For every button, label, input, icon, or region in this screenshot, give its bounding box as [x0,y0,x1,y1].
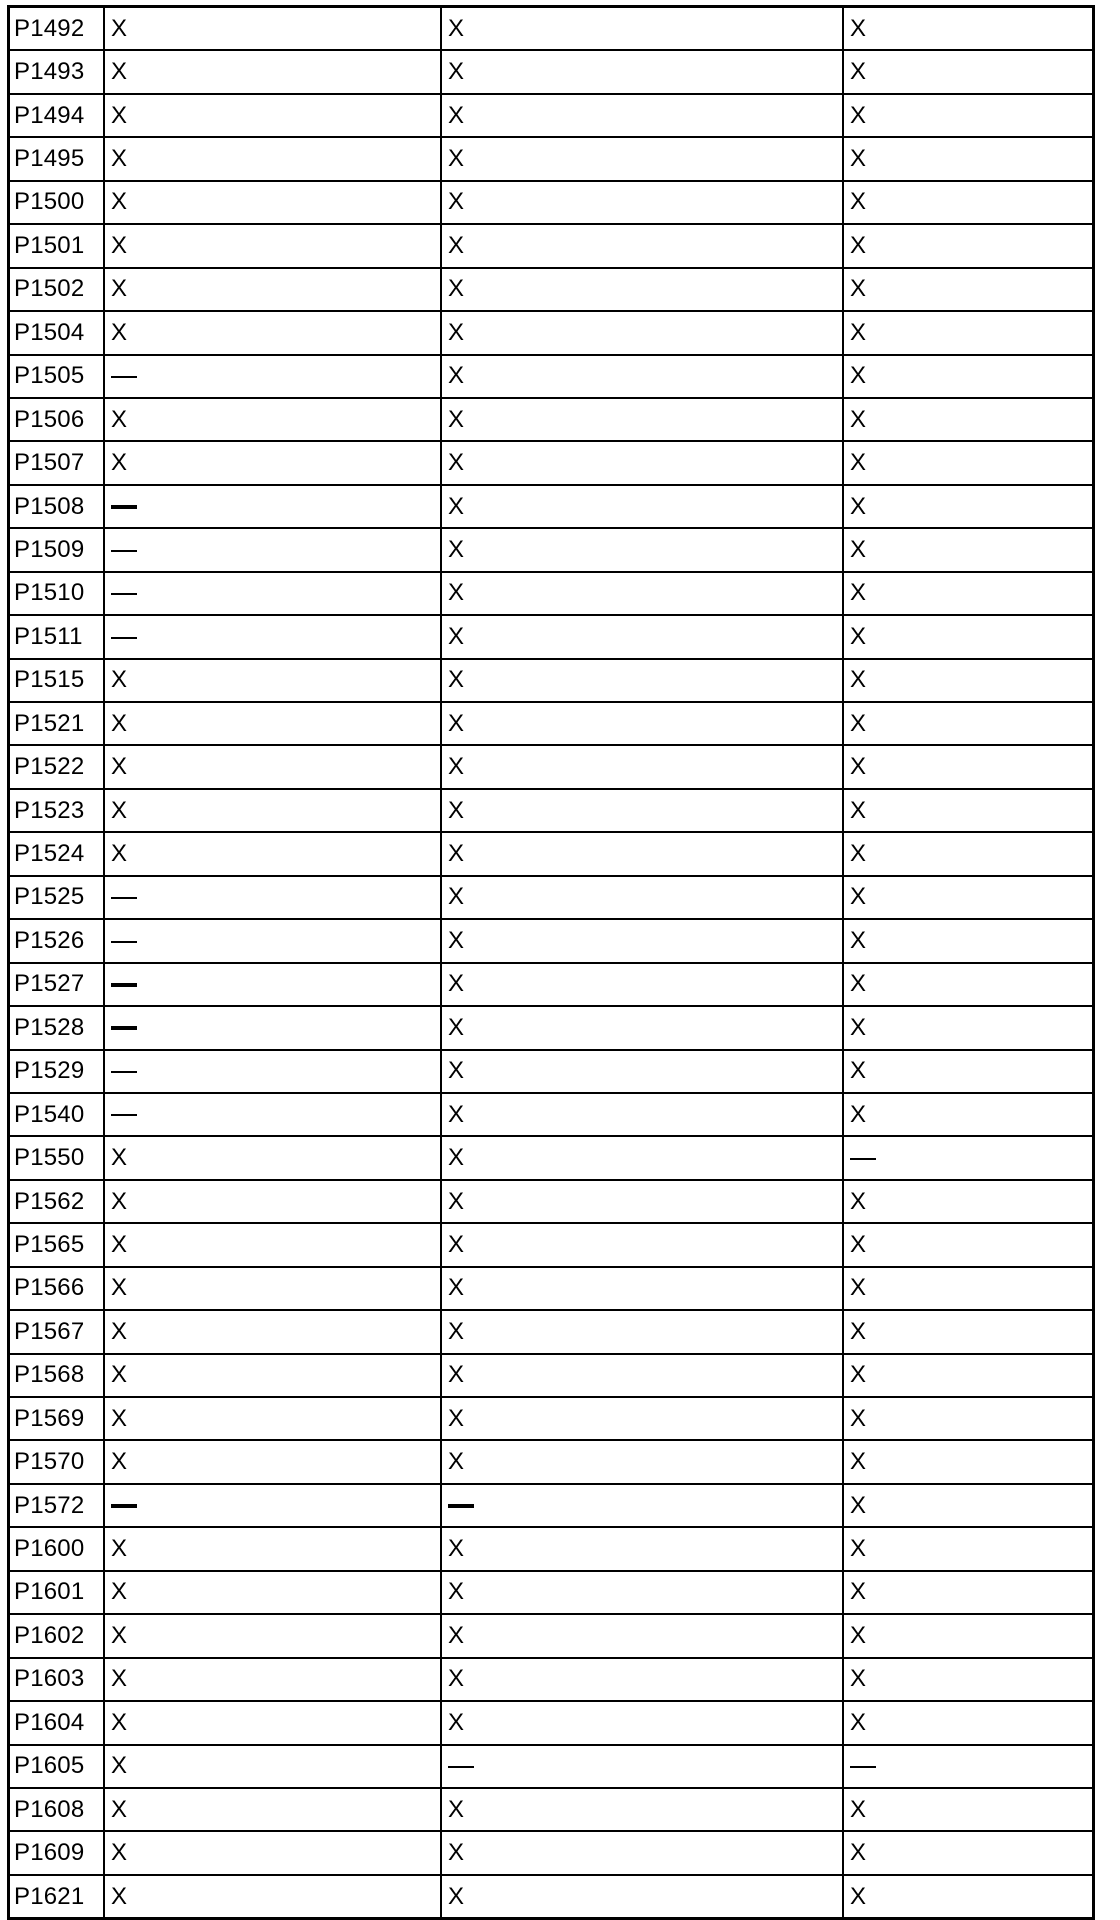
applicability-cell: X [441,441,843,484]
applicability-cell: X [441,876,843,919]
applicability-cell: X [441,528,843,571]
applicability-cell: X [441,1136,843,1179]
dtc-code-cell: P1504 [10,311,104,354]
dash-mark [111,983,137,987]
applicability-cell: X [843,1223,1092,1266]
dtc-code-cell: P1621 [10,1875,104,1917]
table-row [10,355,1092,398]
applicability-cell: X [441,1788,843,1831]
dtc-code-cell: P1500 [10,181,104,224]
dtc-code-cell: P1523 [10,789,104,832]
applicability-cell: X [104,1701,441,1744]
table-row [10,919,1092,962]
dash-mark [111,376,137,378]
dtc-code-cell: P1605 [10,1745,104,1788]
applicability-cell: X [104,1267,441,1310]
applicability-cell: X [104,789,441,832]
dtc-code-cell: P1566 [10,1267,104,1310]
table-row [10,1831,1092,1874]
applicability-cell: X [441,1310,843,1353]
dtc-code-cell: P1508 [10,485,104,528]
applicability-cell: X [104,1658,441,1701]
applicability-cell: X [441,355,843,398]
applicability-cell: X [843,441,1092,484]
dtc-code-cell: P1570 [10,1440,104,1483]
table-row [10,1267,1092,1310]
applicability-cell: X [843,1006,1092,1049]
applicability-cell: X [441,963,843,1006]
applicability-cell: X [104,1310,441,1353]
dtc-code-cell: P1572 [10,1484,104,1527]
table-row [10,8,1092,50]
applicability-cell: X [843,1050,1092,1093]
applicability-cell: X [441,94,843,137]
table-row [10,1658,1092,1701]
dtc-code-cell: P1506 [10,398,104,441]
applicability-cell: X [843,1701,1092,1744]
dash-mark [448,1504,474,1508]
dtc-code-cell: P1493 [10,50,104,93]
dash-mark [111,1114,137,1116]
dtc-code-cell: P1540 [10,1093,104,1136]
dtc-code-cell: P1528 [10,1006,104,1049]
applicability-cell: X [104,745,441,788]
dtc-code-cell: P1526 [10,919,104,962]
applicability-cell: X [843,1180,1092,1223]
dtc-table [10,8,1092,1917]
applicability-cell: X [441,1875,843,1917]
applicability-cell: X [843,1093,1092,1136]
applicability-cell: X [843,137,1092,180]
applicability-cell: X [441,1614,843,1657]
table-row [10,789,1092,832]
applicability-cell: X [104,1223,441,1266]
applicability-cell: X [441,832,843,875]
not-applicable-cell [104,1050,441,1093]
dtc-code-cell: P1509 [10,528,104,571]
applicability-cell: X [104,50,441,93]
table-row [10,1701,1092,1744]
dtc-code-cell: P1522 [10,745,104,788]
applicability-cell: X [441,1223,843,1266]
dtc-table-body [10,8,1092,1917]
dtc-code-cell: P1505 [10,355,104,398]
table-row [10,1484,1092,1527]
applicability-cell: X [850,1882,867,1910]
applicability-cell: X [104,311,441,354]
dtc-code-cell: P1501 [10,224,104,267]
applicability-cell: X [441,181,843,224]
dtc-code-cell: P1565 [10,1223,104,1266]
not-applicable-cell [441,1745,843,1788]
applicability-cell: X [441,615,843,658]
not-applicable-cell [104,355,441,398]
applicability-cell: X [843,1354,1092,1397]
applicability-cell: X [843,789,1092,832]
applicability-cell: X [843,963,1092,1006]
applicability-cell: X [104,1745,441,1788]
table-row [10,398,1092,441]
applicability-cell: X [441,1180,843,1223]
table-row [10,224,1092,267]
applicability-cell: X [843,398,1092,441]
table-row [10,1614,1092,1657]
dtc-code-cell: P1603 [10,1658,104,1701]
applicability-cell: X [843,528,1092,571]
not-applicable-cell [104,876,441,919]
applicability-cell: X [441,1831,843,1874]
applicability-cell: X [104,659,441,702]
dash-mark [850,1158,876,1160]
table-row [10,1310,1092,1353]
dash-mark [111,1071,137,1073]
dtc-table-frame [7,5,1095,1920]
dtc-code-cell: P1515 [10,659,104,702]
applicability-cell: X [843,355,1092,398]
applicability-cell: X [104,1397,441,1440]
dtc-code-cell: P1492 [10,8,104,50]
applicability-cell: X [441,659,843,702]
applicability-cell: X [843,1267,1092,1310]
applicability-cell: X [843,94,1092,137]
dtc-code-cell: P1529 [10,1050,104,1093]
table-row [10,485,1092,528]
applicability-cell: X [843,615,1092,658]
dtc-code-cell: P1604 [10,1701,104,1744]
table-row [10,181,1092,224]
table-row [10,1180,1092,1223]
applicability-cell: X [843,1397,1092,1440]
applicability-cell: X [441,745,843,788]
applicability-cell: X [441,268,843,311]
applicability-cell: X [441,1093,843,1136]
table-row [10,1788,1092,1831]
table-row [10,1093,1092,1136]
table-row [10,1440,1092,1483]
applicability-cell: X [104,1180,441,1223]
dtc-code-cell: P1521 [10,702,104,745]
applicability-cell: X [441,398,843,441]
applicability-cell: X [441,311,843,354]
not-applicable-cell [104,1093,441,1136]
applicability-cell: X [104,1614,441,1657]
applicability-cell: X [843,1440,1092,1483]
applicability-cell: X [843,702,1092,745]
table-row [10,1527,1092,1570]
applicability-cell: X [104,441,441,484]
applicability-cell: X [843,181,1092,224]
applicability-cell: X [843,485,1092,528]
dtc-code-cell: P1602 [10,1614,104,1657]
applicability-cell: X [441,137,843,180]
table-row [10,528,1092,571]
applicability-cell: X [843,50,1092,93]
applicability-cell: X [441,919,843,962]
applicability-cell: X [104,94,441,137]
table-row [10,311,1092,354]
applicability-cell: X [104,702,441,745]
not-applicable-cell [104,572,441,615]
table-row [10,876,1092,919]
table-row [10,1006,1092,1049]
applicability-cell: X [843,572,1092,615]
applicability-cell: X [441,1658,843,1701]
dtc-code-cell: P1567 [10,1310,104,1353]
applicability-cell: X [441,1354,843,1397]
applicability-cell: X [441,1571,843,1614]
applicability-cell: X [441,702,843,745]
dash-mark [111,941,137,943]
dash-mark [111,1504,137,1508]
applicability-cell: X [104,1527,441,1570]
applicability-cell: X [441,1440,843,1483]
applicability-cell: X [104,268,441,311]
dtc-code-cell: P1507 [10,441,104,484]
dtc-code-cell: P1525 [10,876,104,919]
table-row [10,94,1092,137]
applicability-cell: X [441,1397,843,1440]
dash-mark [111,637,137,639]
applicability-cell: X [843,224,1092,267]
applicability-cell: X [104,832,441,875]
applicability-cell: X [441,50,843,93]
dash-mark [111,593,137,595]
applicability-cell: X [441,1050,843,1093]
dtc-code-cell: P1524 [10,832,104,875]
table-row [10,50,1092,93]
dtc-code-cell: P1510 [10,572,104,615]
applicability-cell: X [441,8,843,50]
not-applicable-cell [843,1136,1092,1179]
not-applicable-cell [441,1484,843,1527]
dtc-code-cell: P1511 [10,615,104,658]
applicability-cell: X [441,224,843,267]
applicability-cell: X [843,745,1092,788]
dtc-code-cell: P1562 [10,1180,104,1223]
dtc-code-cell: P1502 [10,268,104,311]
applicability-cell: X [843,8,1092,50]
not-applicable-cell [104,528,441,571]
applicability-cell: X [843,311,1092,354]
table-row [10,963,1092,1006]
dash-mark [111,1026,137,1030]
table-row [10,1571,1092,1614]
applicability-cell: X [441,789,843,832]
dash-mark [111,505,137,509]
applicability-cell: X [104,1440,441,1483]
table-row [10,1875,1092,1917]
dtc-code-cell: P1600 [10,1527,104,1570]
applicability-cell: X [104,1571,441,1614]
not-applicable-cell [104,1006,441,1049]
table-row [10,702,1092,745]
applicability-cell: X [843,1527,1092,1570]
applicability-cell: X [104,1831,441,1874]
applicability-cell: X [843,1310,1092,1353]
dash-mark [111,550,137,552]
applicability-cell: X [843,832,1092,875]
applicability-cell: X [441,1267,843,1310]
applicability-cell: X [104,181,441,224]
applicability-cell: X [104,8,441,50]
table-row [10,572,1092,615]
table-row [10,615,1092,658]
applicability-cell: X [441,1527,843,1570]
dash-mark [850,1766,876,1768]
table-row [10,268,1092,311]
table-row [10,659,1092,702]
applicability-cell: X [843,1831,1092,1874]
dtc-code-cell: P1527 [10,963,104,1006]
dtc-code-cell: P1608 [10,1788,104,1831]
dtc-code-cell: P1609 [10,1831,104,1874]
table-row [10,832,1092,875]
table-row [10,1397,1092,1440]
dtc-code-cell: P1568 [10,1354,104,1397]
applicability-cell: X [104,137,441,180]
applicability-cell: X [843,268,1092,311]
applicability-cell: X [843,1484,1092,1527]
dtc-code-cell: P1569 [10,1397,104,1440]
applicability-cell: X [104,398,441,441]
applicability-cell: X [843,659,1092,702]
applicability-cell: X [843,1614,1092,1657]
table-row [10,1050,1092,1093]
applicability-cell: X [843,919,1092,962]
applicability-cell: X [441,572,843,615]
not-applicable-cell [104,485,441,528]
table-row [10,1354,1092,1397]
table-row [10,441,1092,484]
not-applicable-cell [104,963,441,1006]
applicability-cell: X [441,1701,843,1744]
applicability-cell: X [104,1354,441,1397]
applicability-cell: X [441,1006,843,1049]
not-applicable-cell [104,919,441,962]
applicability-cell: X [843,1658,1092,1701]
table-row [10,1223,1092,1266]
dtc-code-cell: P1494 [10,94,104,137]
dash-mark [111,897,137,899]
applicability-cell: X [843,1571,1092,1614]
table-row [10,1136,1092,1179]
applicability-cell: X [104,1875,441,1917]
applicability-cell: X [843,1788,1092,1831]
dash-mark [448,1766,474,1768]
applicability-cell: X [104,224,441,267]
dtc-code-cell: P1601 [10,1571,104,1614]
dtc-code-cell: P1550 [10,1136,104,1179]
table-row [10,745,1092,788]
applicability-cell: X [843,876,1092,919]
applicability-cell: X [441,485,843,528]
not-applicable-cell [843,1745,1092,1788]
table-row [10,1745,1092,1788]
table-row [10,137,1092,180]
applicability-cell: X [104,1136,441,1179]
applicability-cell: X [104,1788,441,1831]
not-applicable-cell [104,615,441,658]
dtc-code-cell: P1495 [10,137,104,180]
not-applicable-cell [104,1484,441,1527]
